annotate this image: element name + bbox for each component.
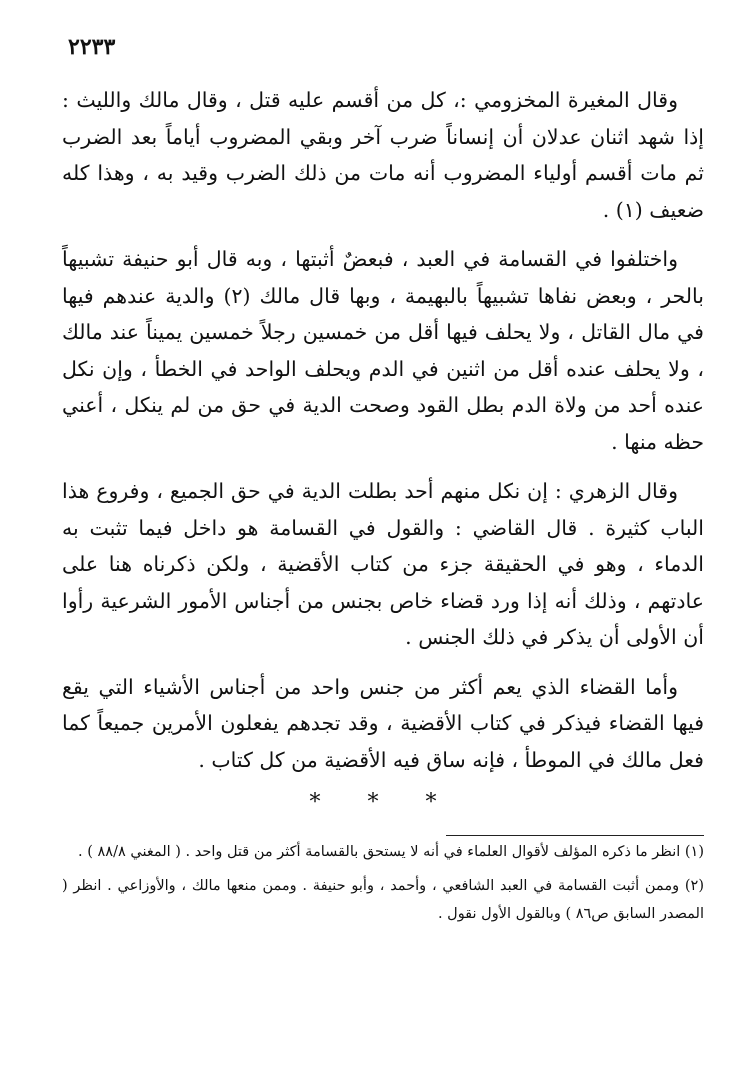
footnotes-section bbox=[62, 835, 704, 928]
paragraph-1: وقال المغيرة المخزومي :، كل من أقسم عليه قتل ، وقال مالك والليث : إذا شهد اثنان عدلان أن إنساناً ضرب آخر وبقي المضروب أياماً بعد الضرب ثم مات أقسم أولياء المضروب أنه مات من ذلك الضرب وقيد به ، وهذا كله ضعيف (١) . bbox=[62, 88, 704, 222]
main-text bbox=[62, 82, 704, 818]
paragraph-4: وأما القضاء الذي يعم أكثر من جنس واحد من أجناس الأشياء التي يقع فيها القضاء فيذكر في كتاب الأقضية ، وقد تجدهم يفعلون الأمرين جميعاً كما فعل مالك في الموطأ ، فإنه ساق فيه الأقضية من كل كتاب . bbox=[62, 674, 704, 772]
section-separator: * * * bbox=[309, 790, 457, 815]
book-page bbox=[62, 30, 704, 1060]
footnote-2: (٢) وممن أثبت القسامة في العبد الشافعي ، وأحمد ، وأبو حنيفة . وممن منعها مالك ، والأوزاعي . انظر ( المصدر السابق ص٨٦ ) وبالقول الأول نقول . bbox=[62, 878, 704, 922]
page-number: ٢٢٣٣ bbox=[68, 34, 116, 60]
paragraph-2: واختلفوا في القسامة في العبد ، فبعضٌ أثبتها ، وبه قال أبو حنيفة تشبيهاً بالحر ، وبعض نفاها تشبيهاً بالبهيمة ، وبها قال مالك (٢) والدية عندهم فيها في مال القاتل ، ولا يحلف فيها أقل من خمسين رجلاً خمسين يميناً عند مالك ، ولا يحلف عنده أقل من اثنين في الدم ويحلف الواحد في الخطأ ، وإن نكل عنده أحد من ولاة الدم بطل القود وصحت الدية في حق من لم ينكل ، أعني حظه منها . bbox=[62, 247, 704, 454]
footnote-1: (١) انظر ما ذكره المؤلف لأقوال العلماء في أنه لا يستحق بالقسامة أكثر من قتل واحد . ( المغني ٨٨/٨ ) . bbox=[78, 844, 704, 860]
paragraph-3: وقال الزهري : إن نكل منهم أحد بطلت الدية في حق الجميع ، وفروع هذا الباب كثيرة . قال القاضي : والقول في القسامة هو داخل فيما تثبت به الدماء ، وهو في الحقيقة جزء من كتاب الأقضية ، ولكن ذكرناه هنا على عادتهم ، وذلك أنه إذا ورد قضاء خاص بجنس من أجناس الأمور الشرعية رأوا أن الأولى أن يذكر في ذلك الجنس . bbox=[62, 479, 704, 649]
